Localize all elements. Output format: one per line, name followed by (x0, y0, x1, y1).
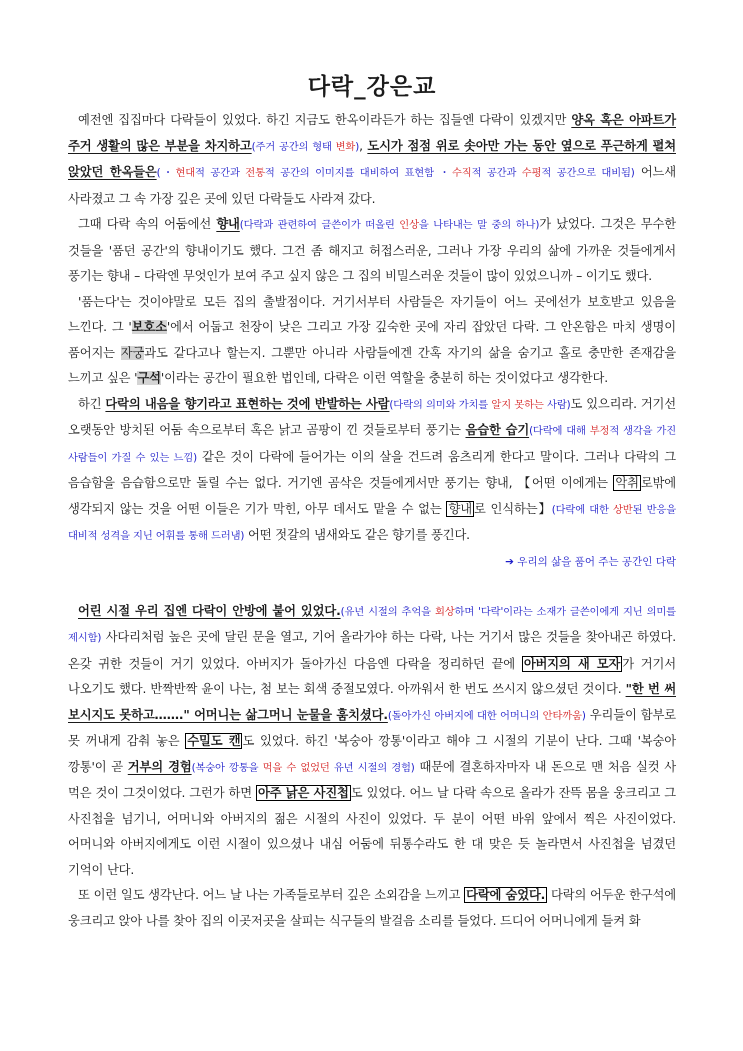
annotation (389, 399, 570, 411)
text: '이라는 공간이 필요한 법인데, 다락은 이런 역할을 충분히 하는 것이었다고 생각한다. (160, 371, 608, 385)
text: 과도 같다고나 할는지. 그뿐만 아니라 사람들에겐 간혹 자기의 삶을 숨기고 홀로 충만한 존재감을 느끼고 싶은 ' (68, 345, 676, 385)
text: , (359, 138, 368, 153)
boxed-word: 아버지의 새 모자 (523, 656, 621, 671)
arrow-icon: ➔ (505, 555, 514, 568)
annotation-keyword: 알지 못하는 (491, 398, 544, 411)
annotation-text: 적 공간과 (471, 167, 522, 179)
annotation-keyword: 변화 (335, 140, 356, 153)
annotation-keyword: 수평 (521, 167, 542, 179)
annotation-text: 적 공간으로 대비됨) (541, 167, 635, 179)
underlined-phrase: 거부의 경험 (127, 759, 192, 774)
text: 때문에 결혼하자마자 내 돈으로 맨 처음 실컷 사 먹은 것이 그것이었다. 그런가 하면 (68, 759, 676, 800)
text: 예전엔 집집마다 다락들이 있었다. 하긴 지금도 한옥이라든가 하는 집들엔 다락이 있겠지만 (78, 113, 572, 127)
annotation-text: (돌아가신 아버지에 대한 어머니의 (387, 709, 543, 722)
paragraph-2 (68, 212, 676, 290)
annotation-text: (주거 공간의 형태 (251, 140, 336, 153)
text: 가 났었다. 그것은 무수한 것들을 '품던 공간'의 향내이기도 했다. 그건 좀 해지고 허접스러운, 그러나 가장 우리의 삶에 가까운 것들에게서 풍기는 향내 – 다락엔 무엇인가 보여 주고 싶지 않은 그 집의 비밀스러운 것들이 많이 있었으니까 – 이기도 했다. (68, 217, 676, 283)
text: 가 거기서 나오기도 했다. 반짝반짝 윤이 나는, 첨 보는 회색 중절모였다. 아까워서 한 번도 쓰시지 않으셨던 것이다. (68, 656, 676, 696)
text: 어느새 사라졌고 그 속 가장 깊은 곳에 있던 다락들도 사라져 갔다. (68, 165, 677, 206)
annotation-keyword: 상반 (613, 503, 633, 516)
annotation (388, 710, 586, 722)
section-gap (68, 575, 676, 599)
underlined-phrase: 음습한 습기 (465, 423, 530, 437)
text: 그때 다락 속의 어둠에선 (78, 217, 217, 231)
underlined-phrase: 향내 (216, 217, 240, 231)
annotation-text: (다락의 의미와 가치를 (389, 398, 492, 411)
annotation-keyword: 회상 (434, 605, 455, 618)
text: '에서 어둡고 천장이 낮은 그리고 가장 깊숙한 곳에 자리 잡았던 다락. 그 안온함은 마치 생명이 품어지는 (68, 320, 676, 360)
annotation-text: ) (581, 709, 586, 722)
paragraph-4 (68, 392, 676, 550)
text: 로밖에 생각되지 않는 것을 어떤 이들은 기가 막힌, 아무 데서도 맡을 수 없는 (68, 476, 676, 516)
underlined-phrase: 다락의 내음을 향기라고 표현하는 것에 반발하는 사람 (105, 396, 390, 411)
annotation-text: ) (355, 140, 360, 153)
annotation-text: 된 반응을 대비적 성격을 지닌 어휘를 통해 드러냄) (68, 503, 676, 542)
annotation-text: 사람) (543, 398, 571, 411)
highlighted-word: 자궁 (120, 345, 145, 360)
highlighted-word: 보호소 (131, 320, 167, 334)
annotation-text: 유년 시절의 경험) (329, 761, 415, 774)
annotation-keyword: 인상 (399, 219, 419, 231)
annotation-keyword: 부정 (589, 425, 610, 437)
text: 다락의 어두운 한구석에 웅크리고 앉아 나를 찾아 집의 이곳저곳을 살피는 식구들의 발걸음 소리를 들었다. 드디어 어머니에게 들켜 화 (68, 888, 676, 928)
annotation-text: (다락에 대한 (551, 503, 614, 516)
document-page (68, 0, 676, 934)
annotation-keyword: 수직 (451, 167, 472, 179)
annotation-text: 을 나타내는 말 중의 하나) (418, 219, 540, 231)
annotation-keyword: 현대 (175, 167, 196, 179)
annotation (157, 167, 635, 179)
text: '품는다'는 것이야말로 모든 집의 출발점이다. 거기서부터 사람들은 자기들이 어느 곳에선가 보호받고 있음을 느낀다. 그 ' (68, 294, 676, 334)
paragraph-1 (68, 108, 676, 212)
annotation (192, 762, 415, 774)
annotation-text: 하며 '다락'이라는 소재가 글쓴이에게 지닌 의미를 제시함) (68, 605, 676, 644)
underlined-phrase: 양옥 혹은 아파트가 주거 생활의 많은 부분을 차지하고 (68, 113, 676, 153)
text: 도 있었다. 어느 날 다락 속으로 올라가 잔뜩 몸을 웅크리고 그 사진첩을 넘기니, 어머니와 아버지의 젊은 시절의 사진이 있었다. 두 분이 어떤 바위 앞에서 찍은 사진이었다. 어머니와 아버지에게도 이런 시절이 있으셨나 내심 어둠에 뒤통수라도 한 대 맞은 듯 놀라면서 사진첩을 넘겼던 기억이 난다. (68, 786, 676, 877)
boxed-word: 악취 (615, 476, 639, 490)
paragraph-3 (68, 290, 676, 392)
annotation-text: 적 생각을 가진 사람들이 가질 수 있는 느낌) (68, 425, 676, 464)
underlined-phrase: "한 번 써 보시지도 못하고……." 어머니는 삶그머니 눈물을 훔치셨다. (68, 682, 676, 722)
annotation-keyword: 전통 (245, 167, 265, 179)
text: 로 인식하는】 (473, 501, 552, 516)
paragraph-5 (68, 599, 676, 884)
annotation-text: 적 공간의 이미지를 대비하여 표현함 ・ (264, 167, 452, 179)
summary-text: 우리의 삶을 품어 주는 공간인 다락 (517, 555, 676, 568)
summary-line (68, 550, 676, 575)
paragraph-6 (68, 883, 676, 934)
annotation-text: (유년 시절의 추억을 (340, 605, 435, 618)
text: 사다리처럼 높은 곳에 달린 문을 열고, 기어 올라가야 하는 다락, 나는 거기서 많은 것들을 찾아내곤 하였다. 온갖 귀한 것들이 거기 있었다. 아버지가 돌아가신 다음엔 다락을 정리하던 끝에 (68, 630, 676, 671)
text: 같은 것이 다락에 들어가는 이의 살을 건드려 움츠리게 한다고 말이다. 그러나 다락의 그 음습함을 음습함으로만 돌릴 수는 없다. 거기엔 곰삭은 것들에게서만 풍기는 향내, 【어떤 이에게는 (68, 449, 677, 490)
page-title: 다락_강은교 (307, 74, 437, 100)
underlined-phrase: 어린 시절 우리 집엔 다락이 안방에 붙어 있었다. (78, 603, 341, 618)
annotation-keyword: 안타까움 (542, 709, 582, 722)
text: 하긴 (78, 396, 106, 411)
text: 도 있으리라. 거기선 오랫동안 방치된 어둠 속으로부터 혹은 낡고 곰팡이 낀 것들로부터 풍기는 (68, 396, 677, 437)
annotation-text: (다락과 관련하여 글쓴이가 떠올린 (239, 219, 400, 231)
highlighted-word: 구석 (137, 371, 161, 385)
boxed-word: 아주 낡은 사진첩 (257, 786, 349, 800)
annotation-text: (다락에 대해 (529, 425, 590, 437)
underlined-phrase: 도시가 점점 위로 솟아만 가는 동안 옆으로 푸근하게 펼쳐 앉았던 한옥들은 (68, 138, 676, 179)
boxed-word: 향내 (448, 501, 472, 516)
annotation (252, 141, 359, 153)
annotation-text: 적 공간과 (195, 167, 246, 179)
text: 어떤 젓갈의 냄새와도 같은 향기를 풍긴다. (244, 528, 470, 542)
text: 우리들이 함부로 못 꺼내게 감춰 놓은 (68, 707, 676, 748)
boxed-word: 수밀도 캔 (187, 734, 241, 748)
annotation-text: (복숭아 깡통을 (191, 761, 263, 774)
annotation-text: (・ (156, 167, 176, 179)
annotation (240, 219, 539, 231)
annotation-keyword: 먹을 수 없었던 (262, 761, 330, 774)
text: 또 이런 일도 생각난다. 어느 날 나는 가족들로부터 깊은 소외감을 느끼고 (78, 888, 465, 902)
boxed-word: 다락에 숨었다. (466, 888, 546, 902)
text: 도 있었다. 하긴 '복숭아 깡통'이라고 해야 그 시절의 기분이 난다. 그때 '복숭아 깡통'이 곧 (68, 734, 676, 774)
